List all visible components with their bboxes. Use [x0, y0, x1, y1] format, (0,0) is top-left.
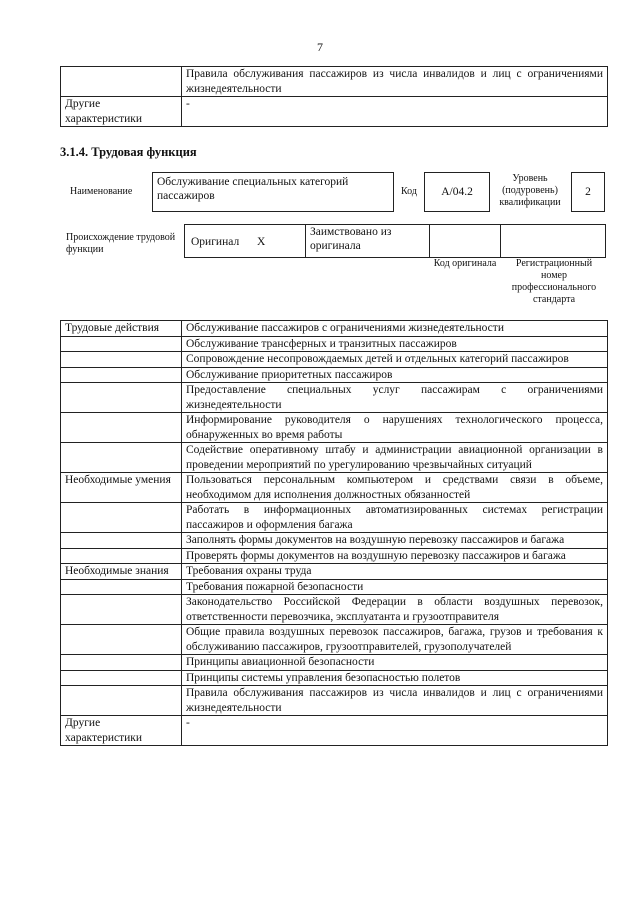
previous-function-table — [60, 66, 608, 127]
name-label: Наименование — [70, 186, 133, 197]
item: - — [182, 716, 608, 746]
borrowed-box: Заимствовано из оригинала — [305, 224, 430, 258]
table-row — [61, 97, 608, 127]
group-label-other: Другие характеристики — [61, 716, 182, 746]
code-label: Код — [401, 186, 417, 197]
item: Принципы системы управления безопасностью полетов — [182, 670, 608, 686]
table-row — [61, 686, 608, 716]
item: Содействие оперативному штабу и администрации авиационной организации в проведении мероприятий по урегулированию чрезвычайных ситуаций — [182, 443, 608, 473]
function-details-table — [60, 320, 608, 746]
item: Общие правила воздушных перевозок пассажиров, багажа, грузов и требования к обслуживанию пассажиров, грузоотправителей, грузополучателей — [182, 625, 608, 655]
item: Требования охраны труда — [182, 564, 608, 580]
table-row — [61, 670, 608, 686]
reg-number-label: Регистрационный номер профессионального стандарта — [511, 258, 597, 305]
row-value: Правила обслуживания пассажиров из числа инвалидов и лиц с ограничениями жизнедеятельности — [182, 67, 608, 97]
table-row — [61, 352, 608, 368]
code-box: A/04.2 — [424, 172, 490, 212]
group-label-actions: Трудовые действия — [61, 321, 182, 337]
table-row — [61, 564, 608, 580]
table-row — [61, 716, 608, 746]
reg-number-box — [500, 224, 606, 258]
group-label-skills: Необходимые умения — [61, 473, 182, 503]
item: Заполнять формы документов на воздушную перевозку пассажиров и багажа — [182, 533, 608, 549]
page-number: 7 — [317, 40, 323, 54]
table-row — [61, 67, 608, 97]
group-label-knowledge: Необходимые знания — [61, 564, 182, 580]
original-box — [184, 224, 306, 258]
item: Законодательство Российской Федерации в области воздушных перевозок, ответственности перевозчика, эксплуатанта и грузоотправителя — [182, 595, 608, 625]
original-mark: X — [257, 236, 266, 248]
table-row — [61, 367, 608, 383]
original-label: Оригинал — [191, 236, 240, 248]
level-box: 2 — [571, 172, 605, 212]
item: Пользоваться персональным компьютером и средствами связи в объеме, необходимом для исполнения должностных обязанностей — [182, 473, 608, 503]
table-row — [61, 321, 608, 337]
item: Обслуживание пассажиров с ограничениями жизнедеятельности — [182, 321, 608, 337]
item: Обслуживание приоритетных пассажиров — [182, 367, 608, 383]
table-row — [61, 579, 608, 595]
table-row — [61, 413, 608, 443]
code-original-label: Код оригинала — [433, 258, 497, 269]
item: Требования пожарной безопасности — [182, 579, 608, 595]
item: Сопровождение несопровождаемых детей и отдельных категорий пассажиров — [182, 352, 608, 368]
table-row — [61, 503, 608, 533]
item: Обслуживание трансферных и транзитных пассажиров — [182, 336, 608, 352]
table-row — [61, 473, 608, 503]
row-value: - — [182, 97, 608, 127]
item: Проверять формы документов на воздушную перевозку пассажиров и багажа — [182, 548, 608, 564]
item: Правила обслуживания пассажиров из числа инвалидов и лиц с ограничениями жизнедеятельности — [182, 686, 608, 716]
section-title: 3.1.4. Трудовая функция — [60, 145, 197, 159]
table-row — [61, 595, 608, 625]
table-row — [61, 443, 608, 473]
table-row — [61, 655, 608, 671]
item: Работать в информационных автоматизированных системах регистрации пассажиров и оформления багажа — [182, 503, 608, 533]
item: Принципы авиационной безопасности — [182, 655, 608, 671]
origin-label: Происхождение трудовой функции — [66, 232, 176, 255]
row-label — [61, 67, 182, 97]
table-row — [61, 548, 608, 564]
table-row — [61, 336, 608, 352]
table-row — [61, 533, 608, 549]
level-label: Уровень (подуровень) квалификации — [499, 173, 561, 208]
item: Предоставление специальных услуг пассажирам с ограничениями жизнедеятельности — [182, 383, 608, 413]
code-original-box — [429, 224, 501, 258]
function-name-box: Обслуживание специальных категорий пассажиров — [152, 172, 394, 212]
table-row — [61, 383, 608, 413]
item: Информирование руководителя о нарушениях технологического процесса, обнаруженных во время работы — [182, 413, 608, 443]
row-label: Другие характеристики — [61, 97, 182, 127]
table-row — [61, 625, 608, 655]
